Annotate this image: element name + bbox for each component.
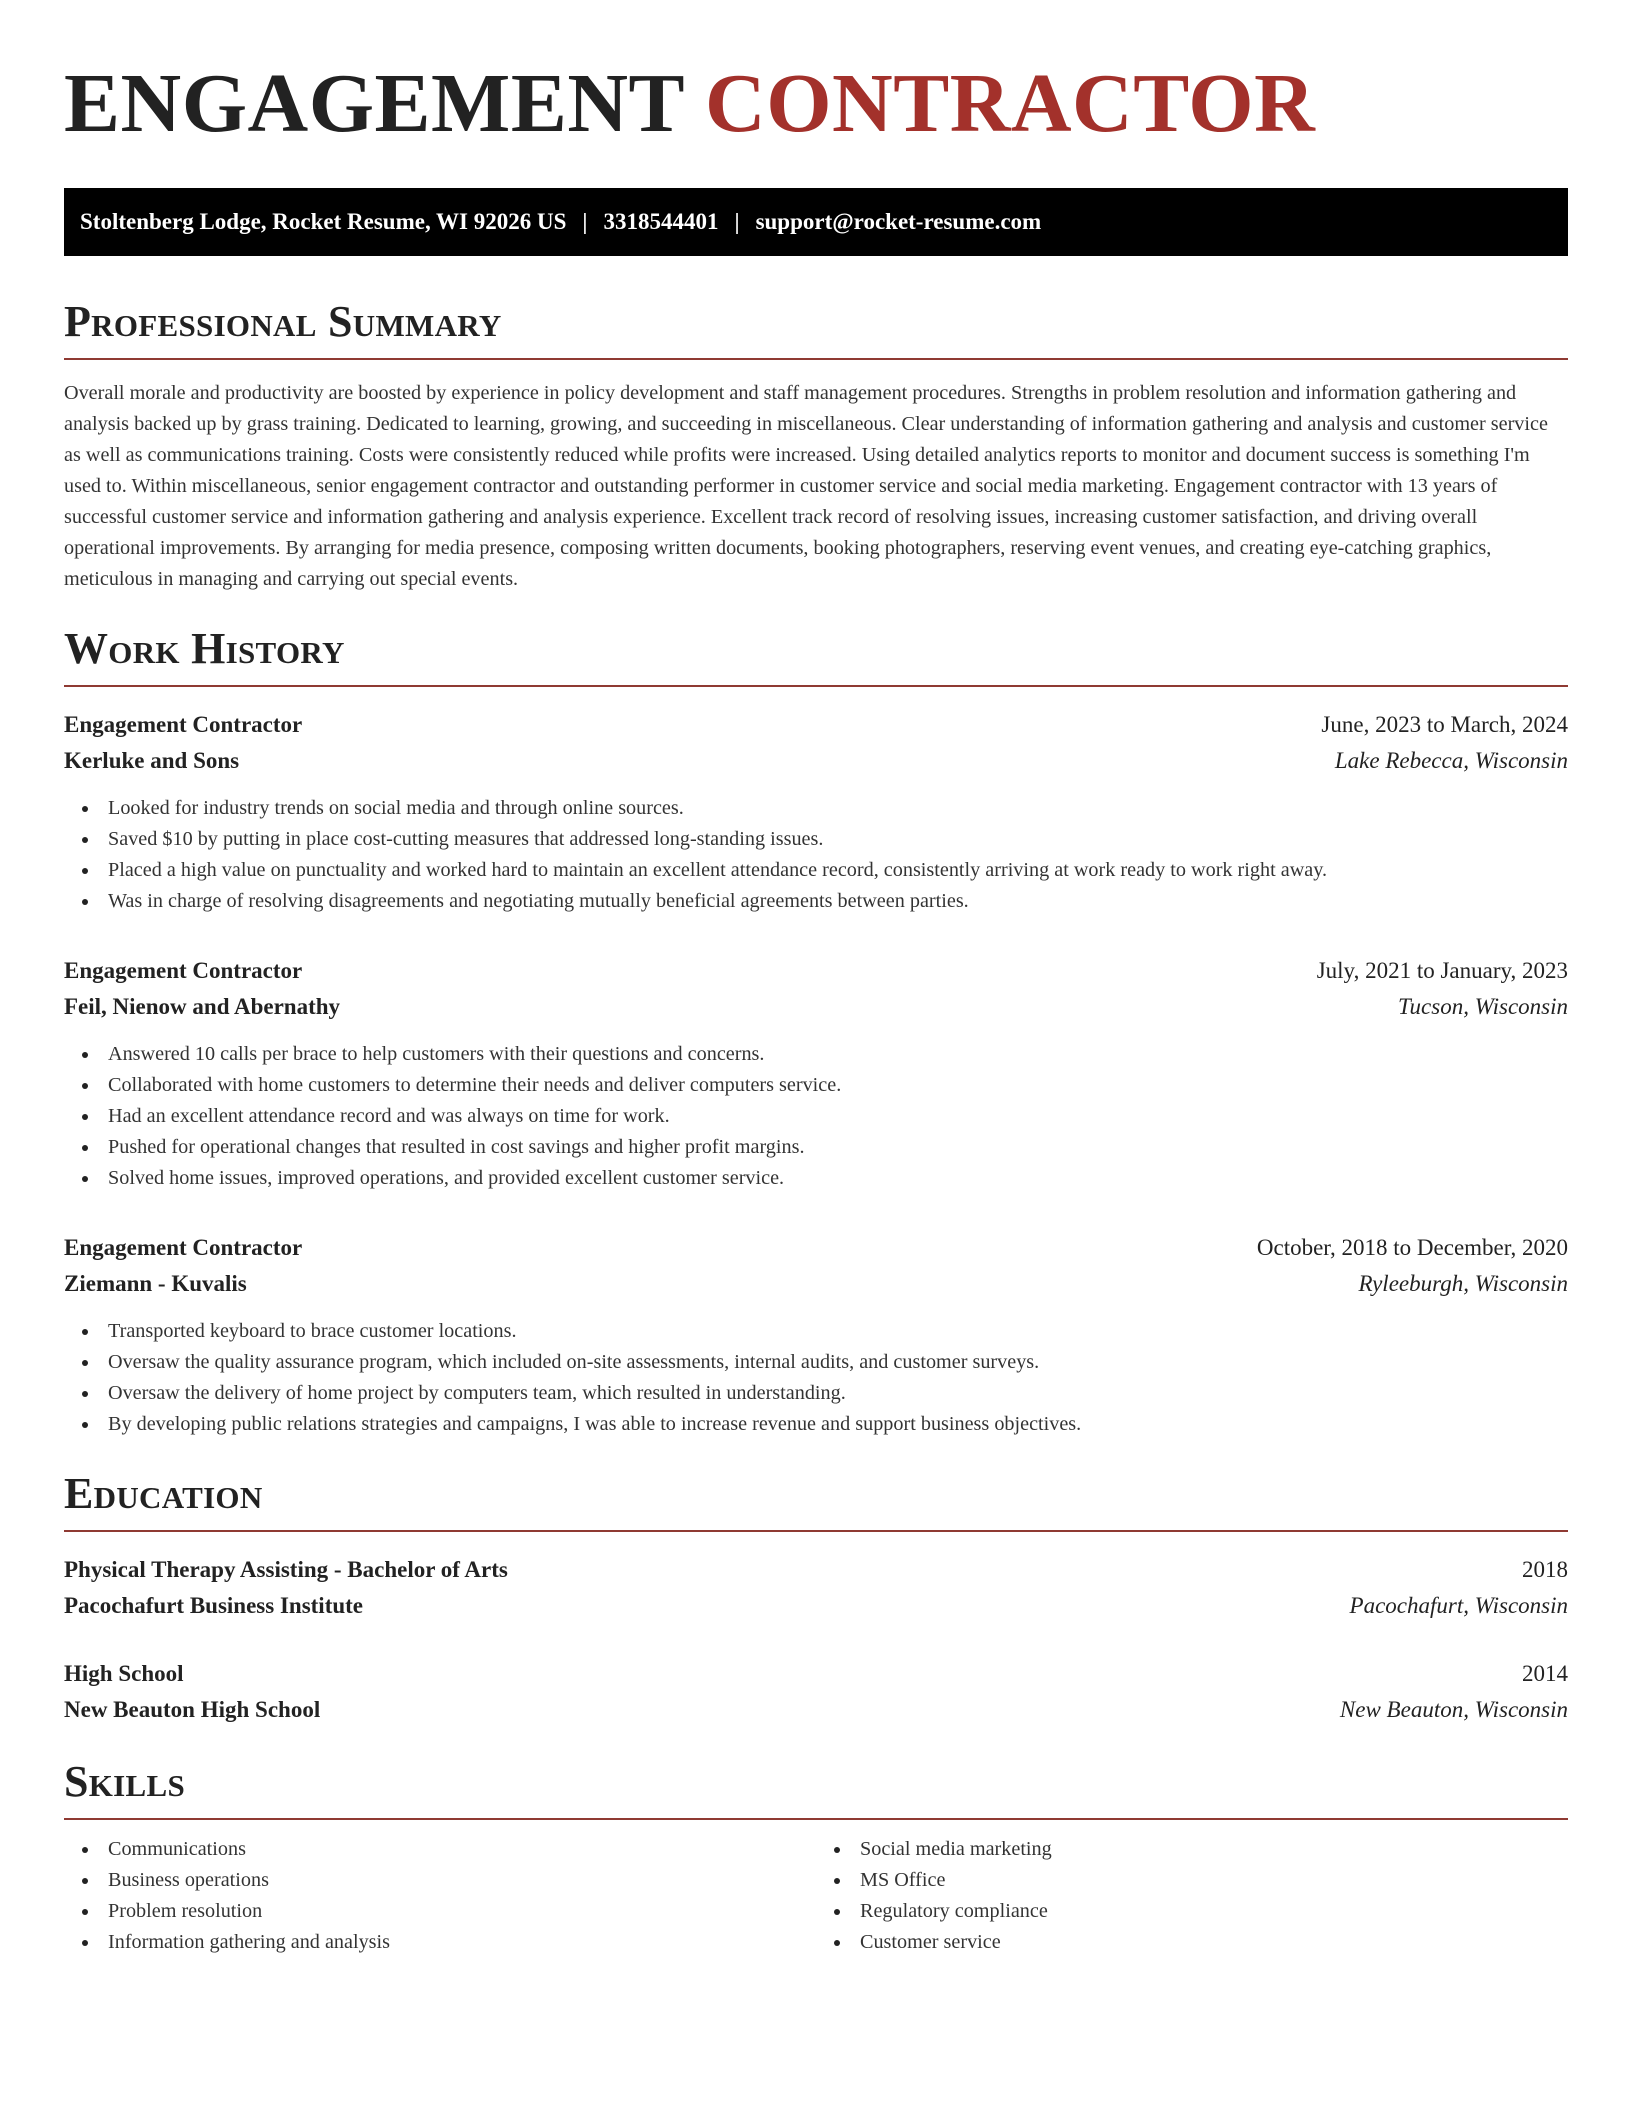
section-title-summary: Professional Summary <box>64 296 1568 360</box>
job-entry <box>64 1230 1568 1440</box>
contact-email[interactable]: support@rocket-resume.com <box>755 209 1042 234</box>
first-name: ENGAGEMENT <box>64 57 684 150</box>
summary-text: Overall morale and productivity are boosted by experience in policy development and staff management procedures. Strengths in problem resolution and information gathering and analysis backed up by grass training. Dedicated to learning, growing, and succeeding in miscellaneous. Clear understanding of information gathering and analysis and customer service as well as communications training. Costs were consistently reduced while profits were increased. Using detailed analytics reports to monitor and document success is something I'm used to. Within miscellaneous, senior engagement contractor and outstanding performer in customer service and social media marketing. Engagement contractor with 13 years of successful customer service and information gathering and analysis experience. Excellent track record of resolving issues, increasing customer satisfaction, and driving overall operational improvements. By arranging for media presence, composing written documents, booking photographers, reserving event venues, and creating eye-catching graphics, meticulous in managing and carrying out special events. <box>64 382 1548 590</box>
job-role: Engagement Contractor <box>64 1235 303 1260</box>
job-bullet: Oversaw the delivery of home project by computers team, which resulted in understanding. <box>64 1378 1568 1409</box>
summary-section <box>64 296 1568 595</box>
contact-separator: | <box>734 209 740 234</box>
job-role: Engagement Contractor <box>64 712 303 737</box>
job-bullet: Had an excellent attendance record and was always on time for work. <box>64 1101 1568 1132</box>
education-degree: High School <box>64 1661 184 1686</box>
section-title-skills: Skills <box>64 1756 1568 1820</box>
education-section <box>64 1468 1568 1728</box>
skill-item: Problem resolution <box>64 1896 816 1927</box>
job-entry <box>64 953 1568 1194</box>
job-bullet: Saved $10 by putting in place cost-cutting measures that addressed long-standing issues. <box>64 824 1568 855</box>
job-company-row <box>64 743 1568 779</box>
education-school: New Beauton High School <box>64 1697 321 1722</box>
contact-separator: | <box>582 209 588 234</box>
skills-grid <box>64 1834 1568 1958</box>
education-year: 2018 <box>1522 1557 1568 1582</box>
education-location: New Beauton, Wisconsin <box>1339 1697 1568 1722</box>
job-header-row <box>64 953 1568 989</box>
job-header-row <box>64 1230 1568 1266</box>
job-bullet: Transported keyboard to brace customer locations. <box>64 1316 1568 1347</box>
contact-phone[interactable]: 3318544401 <box>603 209 719 234</box>
education-school-row <box>64 1692 1568 1728</box>
job-bullet: Solved home issues, improved operations, and provided excellent customer service. <box>64 1163 1568 1194</box>
job-bullet: By developing public relations strategies and campaigns, I was able to increase revenue and support business objectives. <box>64 1409 1568 1440</box>
skills-section <box>64 1756 1568 1958</box>
job-bullets <box>64 1039 1568 1194</box>
section-title-work-history: Work History <box>64 623 1568 687</box>
education-header-row <box>64 1552 1568 1588</box>
job-company: Kerluke and Sons <box>64 748 240 773</box>
job-location: Ryleeburgh, Wisconsin <box>1358 1271 1568 1296</box>
job-location: Tucson, Wisconsin <box>1398 994 1568 1019</box>
job-bullet: Answered 10 calls per brace to help customers with their questions and concerns. <box>64 1039 1568 1070</box>
education-year: 2014 <box>1522 1661 1568 1686</box>
job-dates: June, 2023 to March, 2024 <box>1321 712 1568 737</box>
job-bullets <box>64 1316 1568 1440</box>
job-bullet: Looked for industry trends on social media and through online sources. <box>64 793 1568 824</box>
job-company: Feil, Nienow and Abernathy <box>64 994 341 1019</box>
skill-item: MS Office <box>816 1865 1568 1896</box>
education-location: Pacochafurt, Wisconsin <box>1349 1593 1568 1618</box>
job-company-row <box>64 1266 1568 1302</box>
contact-address: Stoltenberg Lodge, Rocket Resume, WI 92026 US <box>80 209 567 234</box>
job-bullet: Pushed for operational changes that resulted in cost savings and higher profit margins. <box>64 1132 1568 1163</box>
job-company-row <box>64 989 1568 1025</box>
education-header-row <box>64 1656 1568 1692</box>
job-location: Lake Rebecca, Wisconsin <box>1334 748 1568 773</box>
education-school-row <box>64 1588 1568 1624</box>
skill-item: Customer service <box>816 1927 1568 1958</box>
job-header-row <box>64 707 1568 743</box>
skill-item: Business operations <box>64 1865 816 1896</box>
contact-bar <box>64 188 1568 256</box>
education-school: Pacochafurt Business Institute <box>64 1593 364 1618</box>
resume-name <box>64 56 1568 152</box>
job-bullet: Collaborated with home customers to determine their needs and deliver computers service. <box>64 1070 1568 1101</box>
job-bullet: Oversaw the quality assurance program, which included on-site assessments, internal audits, and customer surveys. <box>64 1347 1568 1378</box>
skills-column-right <box>816 1834 1568 1958</box>
job-role: Engagement Contractor <box>64 958 303 983</box>
job-bullet: Was in charge of resolving disagreements and negotiating mutually beneficial agreements between parties. <box>64 886 1568 917</box>
skill-item: Social media marketing <box>816 1834 1568 1865</box>
skill-item: Regulatory compliance <box>816 1896 1568 1927</box>
job-dates: October, 2018 to December, 2020 <box>1256 1235 1568 1260</box>
job-company: Ziemann - Kuvalis <box>64 1271 247 1296</box>
skill-item: Communications <box>64 1834 816 1865</box>
work-history-section <box>64 623 1568 1440</box>
skills-column-left <box>64 1834 816 1958</box>
section-title-education: Education <box>64 1468 1568 1532</box>
education-entry <box>64 1656 1568 1728</box>
last-name: CONTRACTOR <box>705 57 1316 150</box>
skill-item: Information gathering and analysis <box>64 1927 816 1958</box>
job-entry <box>64 707 1568 917</box>
education-degree: Physical Therapy Assisting - Bachelor of Arts <box>64 1557 508 1582</box>
education-entry <box>64 1552 1568 1624</box>
job-dates: July, 2021 to January, 2023 <box>1316 958 1568 983</box>
job-bullets <box>64 793 1568 917</box>
job-bullet: Placed a high value on punctuality and worked hard to maintain an excellent attendance record, consistently arriving at work ready to work right away. <box>64 855 1568 886</box>
